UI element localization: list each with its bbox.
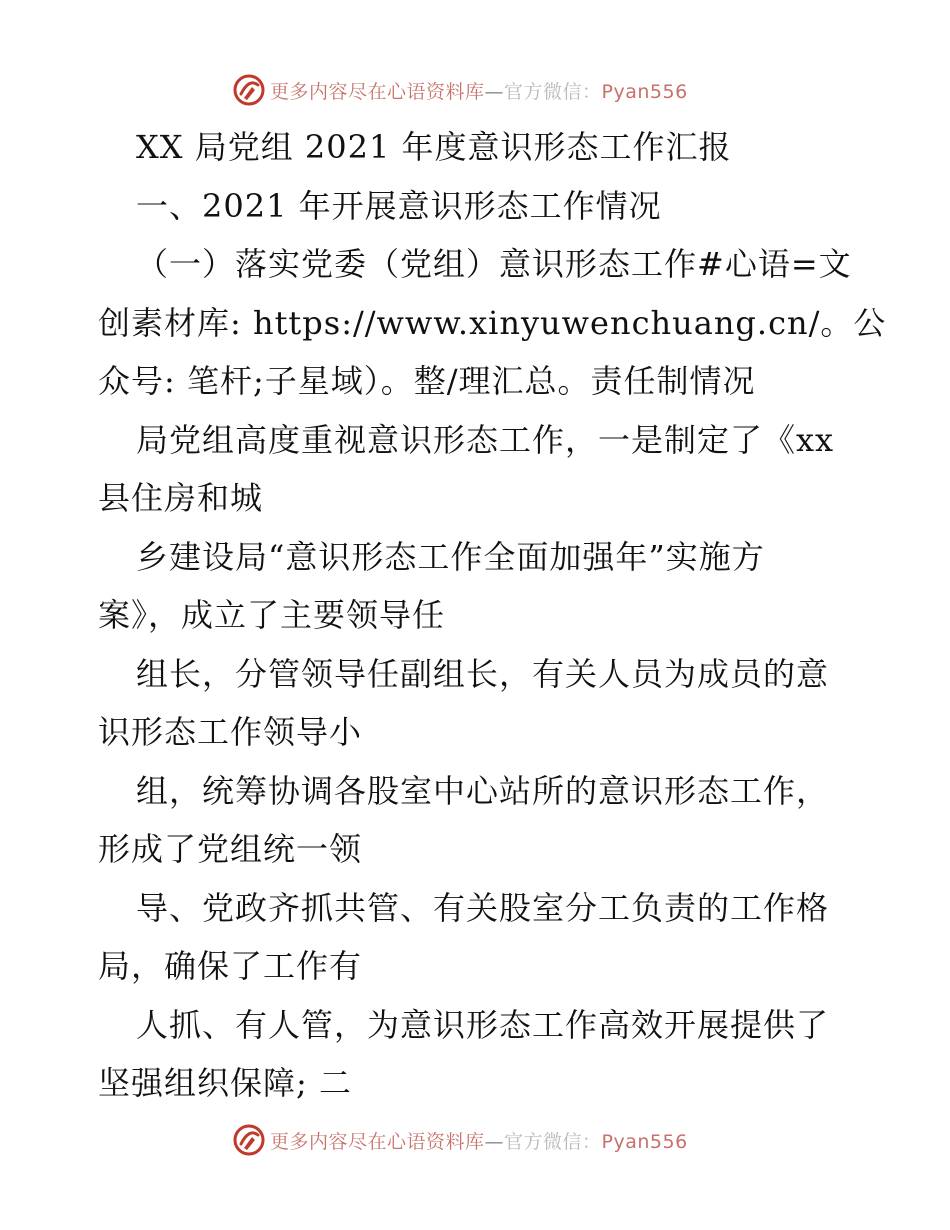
banner-wechat-label: 官方微信：	[504, 80, 602, 103]
body-line: 组长，分管领导任副组长，有关人员为成员的意	[136, 654, 830, 693]
banner-wechat-id: Pyan556	[601, 80, 688, 103]
banner-separator: —	[484, 80, 505, 103]
section-heading: 一、2021 年开展意识形态工作情况	[136, 186, 662, 225]
banner-site-text: 更多内容尽在心语资料库	[270, 80, 485, 103]
logo-icon	[232, 1123, 266, 1157]
body-line: 创素材库: https://www.xinyuwenchuang.cn/。公	[98, 303, 887, 342]
document-body	[98, 118, 887, 1113]
header-watermark-banner	[232, 70, 752, 110]
body-line: 案》，成立了主要领导任	[98, 596, 446, 634]
body-line: 众号: 笔杆;子星域）。整/理汇总。责任制情况	[98, 362, 756, 400]
body-line: 导、党政齐抓共管、有关股室分工负责的工作格	[136, 888, 830, 927]
body-line: 局党组高度重视意识形态工作，一是制定了《xx	[136, 420, 835, 459]
body-line: 识形态工作领导小	[98, 713, 363, 751]
banner-site-text: 更多内容尽在心语资料库	[270, 1130, 485, 1153]
subsection-heading: （一）落实党委（党组）意识形态工作#心语=文	[136, 245, 852, 283]
body-line: 坚强组织保障; 二	[98, 1064, 352, 1102]
banner-wechat-id: Pyan556	[601, 1130, 688, 1153]
logo-icon	[232, 73, 266, 107]
banner-separator: —	[484, 1130, 505, 1153]
body-line: 乡建设局“意识形态工作全面加强年”实施方	[136, 537, 765, 576]
banner-wechat-label: 官方微信：	[504, 1130, 602, 1153]
body-line: 县住房和城	[98, 479, 264, 517]
body-line: 形成了党组统一领	[98, 830, 363, 868]
body-line: 局，确保了工作有	[98, 947, 363, 985]
footer-watermark-banner	[232, 1120, 752, 1160]
body-line: 组，统筹协调各股室中心站所的意识形态工作，	[136, 771, 830, 810]
document-title: XX 局党组 2021 年度意识形态工作汇报	[136, 128, 732, 166]
body-line: 人抓、有人管，为意识形态工作高效开展提供了	[136, 1005, 830, 1044]
